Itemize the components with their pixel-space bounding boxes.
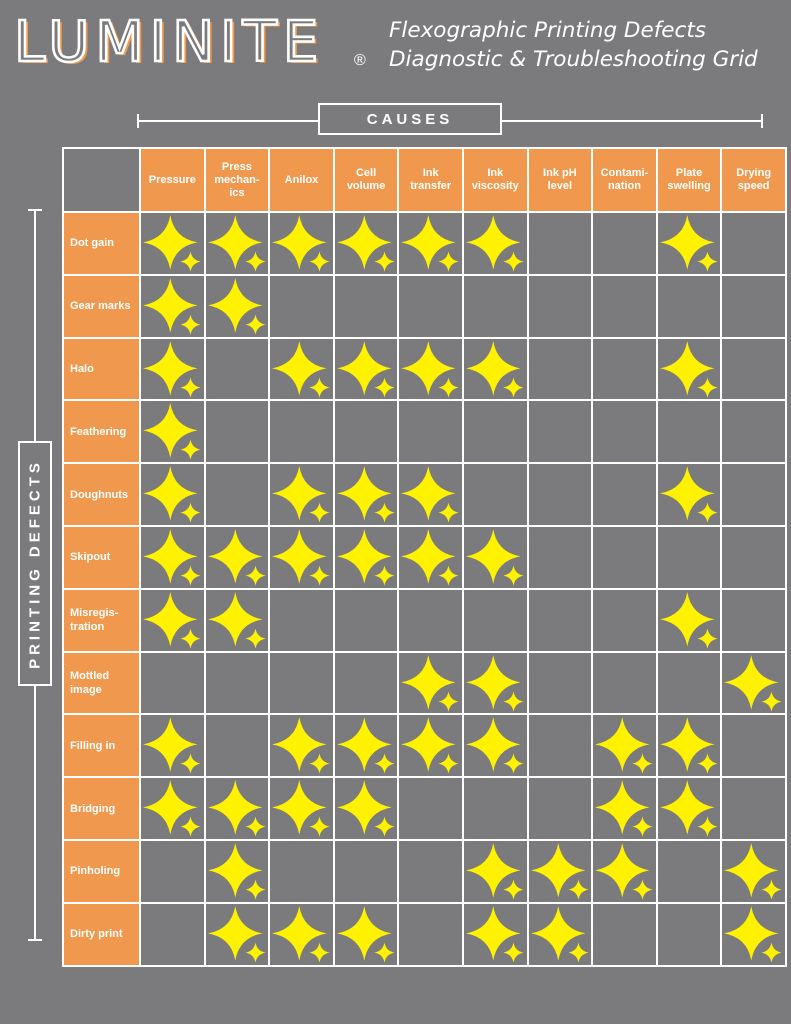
grid-cell-marked	[335, 715, 398, 776]
sparkle-star-icon	[141, 276, 204, 337]
grid-cell-marked	[464, 841, 527, 902]
grid-cell-marked	[335, 527, 398, 588]
grid-cell-marked	[464, 653, 527, 714]
sparkle-star-icon	[464, 213, 527, 274]
grid-cell-empty	[206, 715, 269, 776]
grid-corner	[64, 149, 139, 211]
sparkle-star-icon	[658, 715, 721, 776]
grid-cell-empty	[529, 401, 592, 462]
grid-cell-marked	[141, 213, 204, 274]
causes-bracket-tick-right	[761, 114, 763, 128]
sparkle-star-small	[245, 942, 265, 962]
grid-cell-empty	[270, 276, 333, 337]
sparkle-star-small	[697, 251, 717, 271]
grid-cell-marked	[464, 339, 527, 400]
grid-cell-marked	[464, 715, 527, 776]
defects-bracket-tick-top	[28, 209, 42, 211]
sparkle-star-small	[439, 251, 459, 271]
sparkle-star-small	[503, 565, 523, 585]
grid-cell-marked	[722, 841, 785, 902]
sparkle-star-small	[180, 628, 200, 648]
sparkle-star-small	[374, 754, 394, 774]
grid-cell-marked	[270, 527, 333, 588]
grid-cell-marked	[658, 715, 721, 776]
sparkle-star-icon	[658, 590, 721, 651]
sparkle-star-small	[180, 251, 200, 271]
sparkle-star-icon	[206, 904, 269, 965]
grid-cell-empty	[593, 339, 656, 400]
sparkle-star-icon	[399, 464, 462, 525]
sparkle-star-icon	[399, 653, 462, 714]
grid-cell-empty	[335, 841, 398, 902]
grid-cell-empty	[206, 653, 269, 714]
sparkle-star-icon	[399, 527, 462, 588]
grid-cell-marked	[270, 778, 333, 839]
grid-cell-empty	[270, 841, 333, 902]
grid-cell-empty	[399, 590, 462, 651]
causes-bracket-tick-left	[137, 114, 139, 128]
sparkle-star-icon	[335, 527, 398, 588]
sparkle-star-small	[503, 942, 523, 962]
defect-label: Misregis- tration	[64, 590, 139, 651]
sparkle-star-small	[180, 314, 200, 334]
grid-cell-empty	[141, 841, 204, 902]
defect-label: Skipout	[64, 527, 139, 588]
grid-cell-empty	[335, 401, 398, 462]
cause-header: Contami- nation	[593, 149, 656, 211]
sparkle-star-small	[503, 754, 523, 774]
sparkle-star-icon	[141, 464, 204, 525]
sparkle-star-icon	[270, 213, 333, 274]
grid-cell-marked	[722, 904, 785, 965]
sparkle-star-small	[245, 314, 265, 334]
grid-cell-marked	[141, 527, 204, 588]
grid-cell-marked	[335, 213, 398, 274]
cause-header: Press mechan- ics	[206, 149, 269, 211]
sparkle-star-icon	[658, 213, 721, 274]
sparkle-star-small	[374, 503, 394, 523]
sparkle-star-icon	[141, 778, 204, 839]
sparkle-star-icon	[335, 339, 398, 400]
sparkle-star-small	[697, 628, 717, 648]
grid-cell-empty	[206, 401, 269, 462]
sparkle-star-small	[568, 879, 588, 899]
grid-cell-marked	[141, 715, 204, 776]
grid-cell-empty	[658, 904, 721, 965]
cause-header: Plate swelling	[658, 149, 721, 211]
grid-cell-empty	[529, 715, 592, 776]
grid-cell-marked	[335, 339, 398, 400]
grid-cell-empty	[399, 401, 462, 462]
sparkle-star-small	[697, 754, 717, 774]
sparkle-star-icon	[464, 339, 527, 400]
subtitle-line-2: Diagnostic & Troubleshooting Grid	[389, 47, 758, 72]
defect-label: Mottled image	[64, 653, 139, 714]
sparkle-star-icon	[270, 339, 333, 400]
grid-cell-empty	[464, 590, 527, 651]
grid-cell-marked	[529, 841, 592, 902]
grid-cell-marked	[206, 276, 269, 337]
sparkle-star-icon	[464, 841, 527, 902]
grid-cell-empty	[270, 590, 333, 651]
cause-header: Ink transfer	[399, 149, 462, 211]
grid-cell-marked	[335, 464, 398, 525]
defects-label-text: PRINTING DEFECTS	[26, 458, 44, 669]
grid-cell-empty	[593, 213, 656, 274]
sparkle-star-small	[180, 817, 200, 837]
defects-label	[18, 441, 52, 686]
sparkle-star-icon	[658, 778, 721, 839]
grid-cell-marked	[206, 841, 269, 902]
grid-cell-marked	[658, 778, 721, 839]
grid-cell-empty	[658, 276, 721, 337]
defect-label: Halo	[64, 339, 139, 400]
sparkle-star-small	[697, 503, 717, 523]
grid-cell-empty	[593, 904, 656, 965]
grid-cell-empty	[529, 590, 592, 651]
sparkle-star-icon	[206, 213, 269, 274]
sparkle-star-small	[180, 754, 200, 774]
grid-cell-empty	[206, 464, 269, 525]
grid-cell-empty	[658, 841, 721, 902]
defect-label: Feathering	[64, 401, 139, 462]
sparkle-star-small	[310, 754, 330, 774]
grid-cell-empty	[722, 590, 785, 651]
grid-cell-marked	[141, 276, 204, 337]
sparkle-star-icon	[399, 339, 462, 400]
grid-cell-empty	[658, 527, 721, 588]
grid-cell-empty	[722, 401, 785, 462]
grid-cell-empty	[529, 653, 592, 714]
grid-cell-empty	[206, 339, 269, 400]
grid-cell-empty	[593, 527, 656, 588]
sparkle-star-icon	[399, 213, 462, 274]
grid-cell-marked	[141, 339, 204, 400]
cause-header: Pressure	[141, 149, 204, 211]
cause-header: Cell volume	[335, 149, 398, 211]
sparkle-star-small	[180, 377, 200, 397]
grid-cell-empty	[529, 527, 592, 588]
grid-cell-marked	[658, 213, 721, 274]
grid-cell-empty	[658, 401, 721, 462]
sparkle-star-small	[697, 817, 717, 837]
grid-cell-empty	[722, 715, 785, 776]
sparkle-star-icon	[399, 715, 462, 776]
sparkle-star-icon	[464, 653, 527, 714]
defect-label: Filling in	[64, 715, 139, 776]
grid-cell-empty	[335, 590, 398, 651]
sparkle-star-small	[568, 942, 588, 962]
sparkle-star-small	[374, 942, 394, 962]
grid-cell-empty	[399, 276, 462, 337]
sparkle-star-icon	[270, 904, 333, 965]
sparkle-star-small	[180, 503, 200, 523]
grid-cell-empty	[722, 778, 785, 839]
sparkle-star-icon	[658, 339, 721, 400]
sparkle-star-small	[633, 879, 653, 899]
sparkle-star-small	[762, 691, 782, 711]
grid-cell-empty	[270, 401, 333, 462]
sparkle-star-icon	[141, 401, 204, 462]
sparkle-star-small	[310, 565, 330, 585]
sparkle-star-small	[503, 691, 523, 711]
sparkle-star-icon	[206, 276, 269, 337]
grid-cell-marked	[593, 778, 656, 839]
sparkle-star-icon	[658, 464, 721, 525]
grid-cell-marked	[399, 715, 462, 776]
sparkle-star-small	[503, 879, 523, 899]
sparkle-star-small	[633, 754, 653, 774]
sparkle-star-icon	[335, 464, 398, 525]
sparkle-star-small	[310, 942, 330, 962]
sparkle-star-icon	[141, 527, 204, 588]
sparkle-star-small	[439, 503, 459, 523]
grid-cell-empty	[722, 527, 785, 588]
sparkle-star-icon	[529, 904, 592, 965]
sparkle-star-icon	[335, 904, 398, 965]
grid-cell-marked	[206, 527, 269, 588]
grid-cell-marked	[206, 213, 269, 274]
sparkle-star-icon	[335, 715, 398, 776]
sparkle-star-small	[633, 817, 653, 837]
grid-cell-empty	[593, 401, 656, 462]
grid-cell-empty	[335, 653, 398, 714]
sparkle-star-icon	[206, 590, 269, 651]
sparkle-star-small	[439, 377, 459, 397]
causes-label: CAUSES	[318, 103, 502, 135]
grid-cell-marked	[658, 590, 721, 651]
grid-cell-empty	[593, 590, 656, 651]
grid-cell-empty	[722, 339, 785, 400]
sparkle-star-icon	[593, 778, 656, 839]
grid-cell-empty	[529, 339, 592, 400]
grid-cell-empty	[529, 276, 592, 337]
sparkle-star-icon	[722, 904, 785, 965]
troubleshooting-grid	[62, 147, 787, 967]
grid-cell-marked	[206, 778, 269, 839]
sparkle-star-small	[180, 565, 200, 585]
grid-cell-marked	[399, 213, 462, 274]
grid-cell-empty	[658, 653, 721, 714]
sparkle-star-small	[374, 251, 394, 271]
sparkle-star-small	[310, 377, 330, 397]
grid-cell-marked	[399, 527, 462, 588]
grid-cell-marked	[335, 904, 398, 965]
sparkle-star-icon	[335, 778, 398, 839]
grid-cell-empty	[722, 276, 785, 337]
grid-cell-empty	[529, 464, 592, 525]
defect-label: Dirty print	[64, 904, 139, 965]
sparkle-star-icon	[464, 715, 527, 776]
grid-cell-marked	[270, 339, 333, 400]
sparkle-star-small	[503, 251, 523, 271]
sparkle-star-small	[180, 440, 200, 460]
sparkle-star-small	[374, 817, 394, 837]
grid-cell-empty	[399, 778, 462, 839]
sparkle-star-icon	[206, 841, 269, 902]
sparkle-star-icon	[529, 841, 592, 902]
sparkle-star-icon	[593, 715, 656, 776]
grid-cell-empty	[593, 464, 656, 525]
grid-cell-empty	[399, 841, 462, 902]
sparkle-star-icon	[141, 590, 204, 651]
grid-cell-marked	[658, 464, 721, 525]
grid-cell-marked	[270, 904, 333, 965]
grid-cell-marked	[464, 527, 527, 588]
grid-cell-marked	[529, 904, 592, 965]
defect-label: Dot gain	[64, 213, 139, 274]
grid-cell-empty	[141, 653, 204, 714]
sparkle-star-small	[245, 879, 265, 899]
logo: LUMINITE	[14, 10, 325, 75]
sparkle-star-icon	[206, 778, 269, 839]
grid-cell-empty	[722, 464, 785, 525]
cause-header: Anilox	[270, 149, 333, 211]
sparkle-star-small	[245, 565, 265, 585]
grid-cell-empty	[722, 213, 785, 274]
grid-cell-marked	[270, 464, 333, 525]
cause-header: Ink pH level	[529, 149, 592, 211]
sparkle-star-small	[245, 817, 265, 837]
grid-cell-empty	[464, 778, 527, 839]
grid-cell-marked	[399, 339, 462, 400]
sparkle-star-small	[374, 565, 394, 585]
sparkle-star-small	[439, 754, 459, 774]
defect-label: Doughnuts	[64, 464, 139, 525]
grid-cell-marked	[141, 590, 204, 651]
grid-cell-marked	[399, 464, 462, 525]
grid-cell-empty	[464, 276, 527, 337]
grid-cell-marked	[141, 464, 204, 525]
defect-label: Gear marks	[64, 276, 139, 337]
grid-cell-empty	[529, 778, 592, 839]
sparkle-star-icon	[464, 904, 527, 965]
grid-cell-empty	[335, 276, 398, 337]
sparkle-star-icon	[270, 715, 333, 776]
sparkle-star-small	[310, 817, 330, 837]
sparkle-star-small	[310, 503, 330, 523]
sparkle-star-small	[310, 251, 330, 271]
sparkle-star-small	[697, 377, 717, 397]
sparkle-star-icon	[335, 213, 398, 274]
sparkle-star-icon	[141, 213, 204, 274]
sparkle-star-icon	[141, 339, 204, 400]
subtitle-line-1: Flexographic Printing Defects	[389, 18, 706, 43]
grid-cell-empty	[464, 464, 527, 525]
grid-cell-marked	[464, 904, 527, 965]
sparkle-star-small	[503, 377, 523, 397]
grid-cell-marked	[206, 904, 269, 965]
sparkle-star-icon	[270, 778, 333, 839]
grid-cell-empty	[141, 904, 204, 965]
cause-header: Drying speed	[722, 149, 785, 211]
grid-cell-marked	[206, 590, 269, 651]
sparkle-star-icon	[206, 527, 269, 588]
grid-cell-marked	[593, 715, 656, 776]
sparkle-star-small	[762, 942, 782, 962]
grid-cell-empty	[593, 276, 656, 337]
cause-header: Ink viscosity	[464, 149, 527, 211]
sparkle-star-icon	[722, 841, 785, 902]
sparkle-star-small	[439, 565, 459, 585]
grid-cell-marked	[270, 715, 333, 776]
sparkle-star-small	[762, 879, 782, 899]
grid-cell-empty	[464, 401, 527, 462]
grid-cell-marked	[399, 653, 462, 714]
defect-label: Bridging	[64, 778, 139, 839]
defect-label: Pinholing	[64, 841, 139, 902]
sparkle-star-small	[439, 691, 459, 711]
grid-cell-empty	[270, 653, 333, 714]
grid-cell-marked	[593, 841, 656, 902]
grid-cell-marked	[270, 213, 333, 274]
grid-cell-marked	[141, 778, 204, 839]
sparkle-star-icon	[464, 527, 527, 588]
defects-bracket-tick-bottom	[28, 939, 42, 941]
grid-cell-empty	[593, 653, 656, 714]
registered-mark: ®	[354, 52, 366, 69]
sparkle-star-icon	[593, 841, 656, 902]
sparkle-star-small	[245, 251, 265, 271]
sparkle-star-icon	[722, 653, 785, 714]
grid-cell-marked	[464, 213, 527, 274]
grid-cell-empty	[399, 904, 462, 965]
grid-cell-marked	[658, 339, 721, 400]
sparkle-star-icon	[270, 464, 333, 525]
grid-cell-empty	[529, 213, 592, 274]
sparkle-star-small	[245, 628, 265, 648]
grid-cell-marked	[335, 778, 398, 839]
grid-cell-marked	[722, 653, 785, 714]
sparkle-star-icon	[270, 527, 333, 588]
sparkle-star-icon	[141, 715, 204, 776]
grid-cell-marked	[141, 401, 204, 462]
sparkle-star-small	[374, 377, 394, 397]
